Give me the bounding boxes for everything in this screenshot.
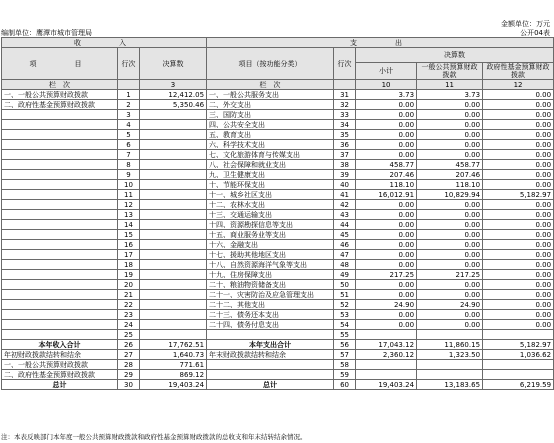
expense-section-header: 支 出 xyxy=(207,38,554,48)
income-line-no: 14 xyxy=(118,220,140,230)
income-amount: 771.61 xyxy=(140,360,207,370)
general-budget-value: 0.00 xyxy=(417,140,483,150)
unit-label: 金额单位：万元 xyxy=(501,20,550,28)
gov-fund-value: 5,182.97 xyxy=(483,340,554,350)
income-line-no: 11 xyxy=(118,190,140,200)
income-amount: 869.12 xyxy=(140,370,207,380)
income-line-no: 18 xyxy=(118,260,140,270)
income-line-no: 25 xyxy=(118,330,140,340)
function-item-header: 项目（按功能分类） xyxy=(207,48,334,80)
income-item: 一、一般公共预算财政拨款 xyxy=(2,360,118,370)
table-row xyxy=(2,210,554,220)
expense-item: 二十三、债务还本支出 xyxy=(207,310,334,320)
income-line-no: 23 xyxy=(118,310,140,320)
expense-line-no: 48 xyxy=(334,260,356,270)
table-row xyxy=(2,250,554,260)
expense-line-no: 58 xyxy=(334,360,356,370)
income-item: 二、政府性基金预算财政拨款 xyxy=(2,370,118,380)
income-amount xyxy=(140,120,207,130)
gov-fund-value: 0.00 xyxy=(483,300,554,310)
income-amount xyxy=(140,140,207,150)
subtotal-value: 0.00 xyxy=(356,280,417,290)
subtotal-value: 0.00 xyxy=(356,110,417,120)
subtotal-value: 0.00 xyxy=(356,230,417,240)
income-line-no: 26 xyxy=(118,340,140,350)
table-row xyxy=(2,130,554,140)
gov-fund-value: 5,182.97 xyxy=(483,190,554,200)
subtotal-value: 19,403.24 xyxy=(356,380,417,390)
table-row xyxy=(2,190,554,200)
general-budget-value: 24.90 xyxy=(417,300,483,310)
subtotal-value: 2,360.12 xyxy=(356,350,417,360)
general-budget-value: 3.73 xyxy=(417,90,483,100)
general-budget-value: 11,860.15 xyxy=(417,340,483,350)
subtotal-value: 0.00 xyxy=(356,200,417,210)
gov-fund-value: 0.00 xyxy=(483,250,554,260)
income-amount xyxy=(140,110,207,120)
income-line-no: 5 xyxy=(118,130,140,140)
income-line-no: 17 xyxy=(118,250,140,260)
expense-item: 年末财政拨款结转和结余 xyxy=(207,350,334,360)
expense-item xyxy=(207,370,334,380)
summary-row xyxy=(2,380,554,390)
table-row xyxy=(2,260,554,270)
income-line-no: 8 xyxy=(118,160,140,170)
subtotal-value: 0.00 xyxy=(356,140,417,150)
income-amount xyxy=(140,260,207,270)
income-line-no: 20 xyxy=(118,280,140,290)
footnote: 注：本表反映部门本年度一般公共预算财政拨款和政府性基金预算财政拨款的总收支和年末结转结余情况。 xyxy=(1,433,307,441)
income-amount xyxy=(140,270,207,280)
income-line-no: 19 xyxy=(118,270,140,280)
subtotal-value: 0.00 xyxy=(356,240,417,250)
table-row xyxy=(2,150,554,160)
gov-fund-value: 0.00 xyxy=(483,270,554,280)
subtotal-value: 0.00 xyxy=(356,210,417,220)
general-budget-value: 0.00 xyxy=(417,240,483,250)
income-item: 年初财政拨款结转和结余 xyxy=(2,350,118,360)
expense-item: 七、文化旅游体育与传媒支出 xyxy=(207,150,334,160)
table-row xyxy=(2,280,554,290)
table-row xyxy=(2,220,554,230)
income-line-no: 9 xyxy=(118,170,140,180)
expense-line-no: 59 xyxy=(334,370,356,380)
general-budget-value: 10,829.94 xyxy=(417,190,483,200)
income-item xyxy=(2,210,118,220)
expense-item: 十二、农林水支出 xyxy=(207,200,334,210)
column-number: 11 xyxy=(417,80,483,90)
table-row xyxy=(2,200,554,210)
income-line-no: 15 xyxy=(118,230,140,240)
income-line-no: 13 xyxy=(118,210,140,220)
expense-item: 二十四、债务付息支出 xyxy=(207,320,334,330)
subtotal-value: 0.00 xyxy=(356,220,417,230)
income-item xyxy=(2,280,118,290)
gov-fund-value: 0.00 xyxy=(483,150,554,160)
income-amount xyxy=(140,280,207,290)
income-item xyxy=(2,150,118,160)
column-number: 3 xyxy=(140,80,207,90)
income-amount xyxy=(140,160,207,170)
expense-item: 本年支出合计 xyxy=(207,340,334,350)
income-amount xyxy=(140,250,207,260)
summary-row xyxy=(2,350,554,360)
gov-fund-value: 0.00 xyxy=(483,180,554,190)
income-item xyxy=(2,260,118,270)
table-row xyxy=(2,240,554,250)
income-line-no: 1 xyxy=(118,90,140,100)
income-amount: 5,350.46 xyxy=(140,100,207,110)
expense-item: 二十一、灾害防治及应急管理支出 xyxy=(207,290,334,300)
subtotal-value: 217.25 xyxy=(356,270,417,280)
expense-line-no: 41 xyxy=(334,190,356,200)
table-row xyxy=(2,330,554,340)
general-budget-value xyxy=(417,330,483,340)
general-budget-value: 458.77 xyxy=(417,160,483,170)
gov-fund-value xyxy=(483,360,554,370)
general-budget-value: 0.00 xyxy=(417,210,483,220)
income-amount xyxy=(140,230,207,240)
income-line-no: 24 xyxy=(118,320,140,330)
expense-item: 四、公共安全支出 xyxy=(207,120,334,130)
income-item xyxy=(2,190,118,200)
subtotal-value: 17,043.12 xyxy=(356,340,417,350)
income-amount xyxy=(140,240,207,250)
expense-line-no: 56 xyxy=(334,340,356,350)
income-amount xyxy=(140,330,207,340)
income-line-no: 16 xyxy=(118,240,140,250)
income-item xyxy=(2,160,118,170)
general-budget-value: 0.00 xyxy=(417,260,483,270)
expense-item: 十三、交通运输支出 xyxy=(207,210,334,220)
income-item xyxy=(2,250,118,260)
gov-fund-value: 0.00 xyxy=(483,140,554,150)
expense-line-no: 47 xyxy=(334,250,356,260)
expense-item: 十四、资源勘探信息等支出 xyxy=(207,220,334,230)
expense-line-no: 43 xyxy=(334,210,356,220)
expense-line-no: 52 xyxy=(334,300,356,310)
column-number: 12 xyxy=(483,80,554,90)
general-budget-value: 13,183.65 xyxy=(417,380,483,390)
income-amount xyxy=(140,210,207,220)
expense-line-no: 31 xyxy=(334,90,356,100)
subtotal-value: 0.00 xyxy=(356,250,417,260)
subtotal-value: 0.00 xyxy=(356,320,417,330)
income-amount xyxy=(140,130,207,140)
income-item xyxy=(2,170,118,180)
income-amount xyxy=(140,180,207,190)
income-section-header: 收 入 xyxy=(2,38,207,48)
income-item: 本年收入合计 xyxy=(2,340,118,350)
gov-fund-value: 0.00 xyxy=(483,260,554,270)
income-line-no: 10 xyxy=(118,180,140,190)
expense-item: 二、外交支出 xyxy=(207,100,334,110)
subtotal-value: 118.10 xyxy=(356,180,417,190)
table-row xyxy=(2,300,554,310)
gov-fund-value: 0.00 xyxy=(483,200,554,210)
expense-line-no: 34 xyxy=(334,120,356,130)
income-item xyxy=(2,220,118,230)
gov-fund-value: 0.00 xyxy=(483,170,554,180)
income-item: 总计 xyxy=(2,380,118,390)
income-item xyxy=(2,140,118,150)
expense-line-no: 33 xyxy=(334,110,356,120)
table-row xyxy=(2,290,554,300)
table-row xyxy=(2,160,554,170)
income-amount xyxy=(140,300,207,310)
general-budget-value: 0.00 xyxy=(417,200,483,210)
income-item xyxy=(2,270,118,280)
subtotal-value: 0.00 xyxy=(356,150,417,160)
income-line-no: 27 xyxy=(118,350,140,360)
table-row xyxy=(2,90,554,100)
expense-line-no: 32 xyxy=(334,100,356,110)
expense-line-no: 55 xyxy=(334,330,356,340)
gov-fund-value: 0.00 xyxy=(483,100,554,110)
general-budget-header: 一般公共预算财政拨款 xyxy=(417,63,483,80)
expense-item: 十八、自然资源海洋气象等支出 xyxy=(207,260,334,270)
summary-row xyxy=(2,340,554,350)
expense-line-no: 45 xyxy=(334,230,356,240)
expense-item: 十、节能环保支出 xyxy=(207,180,334,190)
subtotal-value: 207.46 xyxy=(356,170,417,180)
expense-line-no: 54 xyxy=(334,320,356,330)
income-amount xyxy=(140,220,207,230)
general-budget-value: 0.00 xyxy=(417,120,483,130)
gov-fund-value: 0.00 xyxy=(483,210,554,220)
subtotal-value: 3.73 xyxy=(356,90,417,100)
gov-fund-value: 0.00 xyxy=(483,320,554,330)
income-item xyxy=(2,130,118,140)
column-label: 栏 次 xyxy=(2,80,118,90)
summary-row xyxy=(2,370,554,380)
expense-line-no: 35 xyxy=(334,130,356,140)
gov-fund-value: 0.00 xyxy=(483,130,554,140)
gov-fund-value xyxy=(483,330,554,340)
table-row xyxy=(2,120,554,130)
gov-fund-value: 0.00 xyxy=(483,290,554,300)
gov-fund-value: 0.00 xyxy=(483,160,554,170)
income-item: 二、政府性基金预算财政拨款 xyxy=(2,100,118,110)
subtotal-value: 24.90 xyxy=(356,300,417,310)
general-budget-value: 207.46 xyxy=(417,170,483,180)
gov-fund-value: 0.00 xyxy=(483,230,554,240)
gov-fund-value: 0.00 xyxy=(483,220,554,230)
gov-fund-value: 0.00 xyxy=(483,240,554,250)
gov-fund-value: 0.00 xyxy=(483,310,554,320)
expense-item: 十六、金融支出 xyxy=(207,240,334,250)
expense-line-no: 57 xyxy=(334,350,356,360)
income-amount xyxy=(140,150,207,160)
gov-fund-value: 0.00 xyxy=(483,120,554,130)
organization-label: 编制单位：鹰潭市城市管理局 xyxy=(1,29,92,37)
seq-header: 行次 xyxy=(118,48,140,80)
expense-item: 三、国防支出 xyxy=(207,110,334,120)
table-row xyxy=(2,310,554,320)
general-budget-value: 217.25 xyxy=(417,270,483,280)
income-line-no: 6 xyxy=(118,140,140,150)
expense-item: 九、卫生健康支出 xyxy=(207,170,334,180)
income-amount: 17,762.51 xyxy=(140,340,207,350)
subtotal-header: 小计 xyxy=(356,63,417,80)
table-row xyxy=(2,110,554,120)
income-line-no: 3 xyxy=(118,110,140,120)
expense-item: 十七、援助其他地区支出 xyxy=(207,250,334,260)
table-row xyxy=(2,180,554,190)
subtotal-value: 0.00 xyxy=(356,130,417,140)
subtotal-value: 0.00 xyxy=(356,290,417,300)
income-item: 一、一般公共预算财政拨款 xyxy=(2,90,118,100)
gov-fund-value: 1,036.62 xyxy=(483,350,554,360)
general-budget-value: 0.00 xyxy=(417,320,483,330)
subtotal-value: 0.00 xyxy=(356,310,417,320)
column-number: 10 xyxy=(356,80,417,90)
expense-item: 总计 xyxy=(207,380,334,390)
general-budget-value: 0.00 xyxy=(417,220,483,230)
table-row xyxy=(2,140,554,150)
subtotal-value xyxy=(356,330,417,340)
income-line-no: 21 xyxy=(118,290,140,300)
income-amount: 19,403.24 xyxy=(140,380,207,390)
expense-line-no: 46 xyxy=(334,240,356,250)
income-item xyxy=(2,180,118,190)
gov-fund-header: 政府性基金预算财政拨款 xyxy=(483,63,554,80)
subtotal-value: 16,012.91 xyxy=(356,190,417,200)
income-item xyxy=(2,320,118,330)
general-budget-value: 0.00 xyxy=(417,150,483,160)
income-line-no: 22 xyxy=(118,300,140,310)
expense-line-no: 42 xyxy=(334,200,356,210)
expense-line-no: 38 xyxy=(334,160,356,170)
income-amount xyxy=(140,200,207,210)
expense-item: 八、社会保障和就业支出 xyxy=(207,160,334,170)
general-budget-value: 0.00 xyxy=(417,230,483,240)
subtotal-value: 0.00 xyxy=(356,260,417,270)
general-budget-value: 0.00 xyxy=(417,130,483,140)
subtotal-value xyxy=(356,360,417,370)
general-budget-value: 0.00 xyxy=(417,250,483,260)
budget-amount-header: 决算数 xyxy=(140,48,207,80)
income-item xyxy=(2,240,118,250)
income-item xyxy=(2,230,118,240)
subtotal-value: 0.00 xyxy=(356,100,417,110)
expense-line-no: 49 xyxy=(334,270,356,280)
income-line-no: 29 xyxy=(118,370,140,380)
expense-line-no: 51 xyxy=(334,290,356,300)
expense-item xyxy=(207,330,334,340)
table-row xyxy=(2,170,554,180)
subtotal-value: 458.77 xyxy=(356,160,417,170)
general-budget-value: 0.00 xyxy=(417,310,483,320)
income-line-no: 30 xyxy=(118,380,140,390)
income-line-no: 4 xyxy=(118,120,140,130)
expense-item: 六、科学技术支出 xyxy=(207,140,334,150)
expense-line-no: 60 xyxy=(334,380,356,390)
general-budget-value: 0.00 xyxy=(417,280,483,290)
gov-fund-value: 0.00 xyxy=(483,90,554,100)
income-line-no: 7 xyxy=(118,150,140,160)
gov-fund-value xyxy=(483,370,554,380)
income-line-no: 2 xyxy=(118,100,140,110)
summary-row xyxy=(2,360,554,370)
income-amount xyxy=(140,290,207,300)
income-amount: 12,412.05 xyxy=(140,90,207,100)
income-line-no: 28 xyxy=(118,360,140,370)
income-line-no: 12 xyxy=(118,200,140,210)
seq2-header: 行次 xyxy=(334,48,356,80)
table-row xyxy=(2,270,554,280)
general-budget-value xyxy=(417,360,483,370)
table-row xyxy=(2,230,554,240)
income-item xyxy=(2,310,118,320)
expense-line-no: 39 xyxy=(334,170,356,180)
expense-item xyxy=(207,360,334,370)
expense-item: 十一、城乡社区支出 xyxy=(207,190,334,200)
table-row xyxy=(2,100,554,110)
income-amount xyxy=(140,320,207,330)
general-budget-value: 0.00 xyxy=(417,290,483,300)
subtotal-value: 0.00 xyxy=(356,120,417,130)
income-item xyxy=(2,110,118,120)
budget-group-header: 决算数 xyxy=(356,48,554,63)
expense-item: 五、教育支出 xyxy=(207,130,334,140)
financial-statement-table xyxy=(1,37,554,390)
expense-item: 一、一般公共服务支出 xyxy=(207,90,334,100)
general-budget-value: 1,323.50 xyxy=(417,350,483,360)
income-item xyxy=(2,200,118,210)
general-budget-value: 0.00 xyxy=(417,110,483,120)
expense-line-no: 44 xyxy=(334,220,356,230)
item-header: 项 目 xyxy=(2,48,118,80)
income-amount xyxy=(140,310,207,320)
gov-fund-value: 0.00 xyxy=(483,110,554,120)
income-item xyxy=(2,330,118,340)
expense-line-no: 40 xyxy=(334,180,356,190)
expense-item: 二十二、其他支出 xyxy=(207,300,334,310)
gov-fund-value: 6,219.59 xyxy=(483,380,554,390)
column-label: 栏 次 xyxy=(207,80,334,90)
general-budget-value: 0.00 xyxy=(417,100,483,110)
income-item xyxy=(2,300,118,310)
gov-fund-value: 0.00 xyxy=(483,280,554,290)
expense-item: 十五、商业服务业等支出 xyxy=(207,230,334,240)
income-item xyxy=(2,290,118,300)
income-amount: 1,640.73 xyxy=(140,350,207,360)
general-budget-value xyxy=(417,370,483,380)
expense-line-no: 50 xyxy=(334,280,356,290)
expense-line-no: 53 xyxy=(334,310,356,320)
expense-line-no: 36 xyxy=(334,140,356,150)
expense-item: 二十、粮油物资储备支出 xyxy=(207,280,334,290)
expense-item: 十九、住房保障支出 xyxy=(207,270,334,280)
income-item xyxy=(2,120,118,130)
expense-line-no: 37 xyxy=(334,150,356,160)
form-number: 公开04表 xyxy=(520,29,550,37)
general-budget-value: 118.10 xyxy=(417,180,483,190)
income-amount xyxy=(140,190,207,200)
income-amount xyxy=(140,170,207,180)
subtotal-value xyxy=(356,370,417,380)
table-row xyxy=(2,320,554,330)
